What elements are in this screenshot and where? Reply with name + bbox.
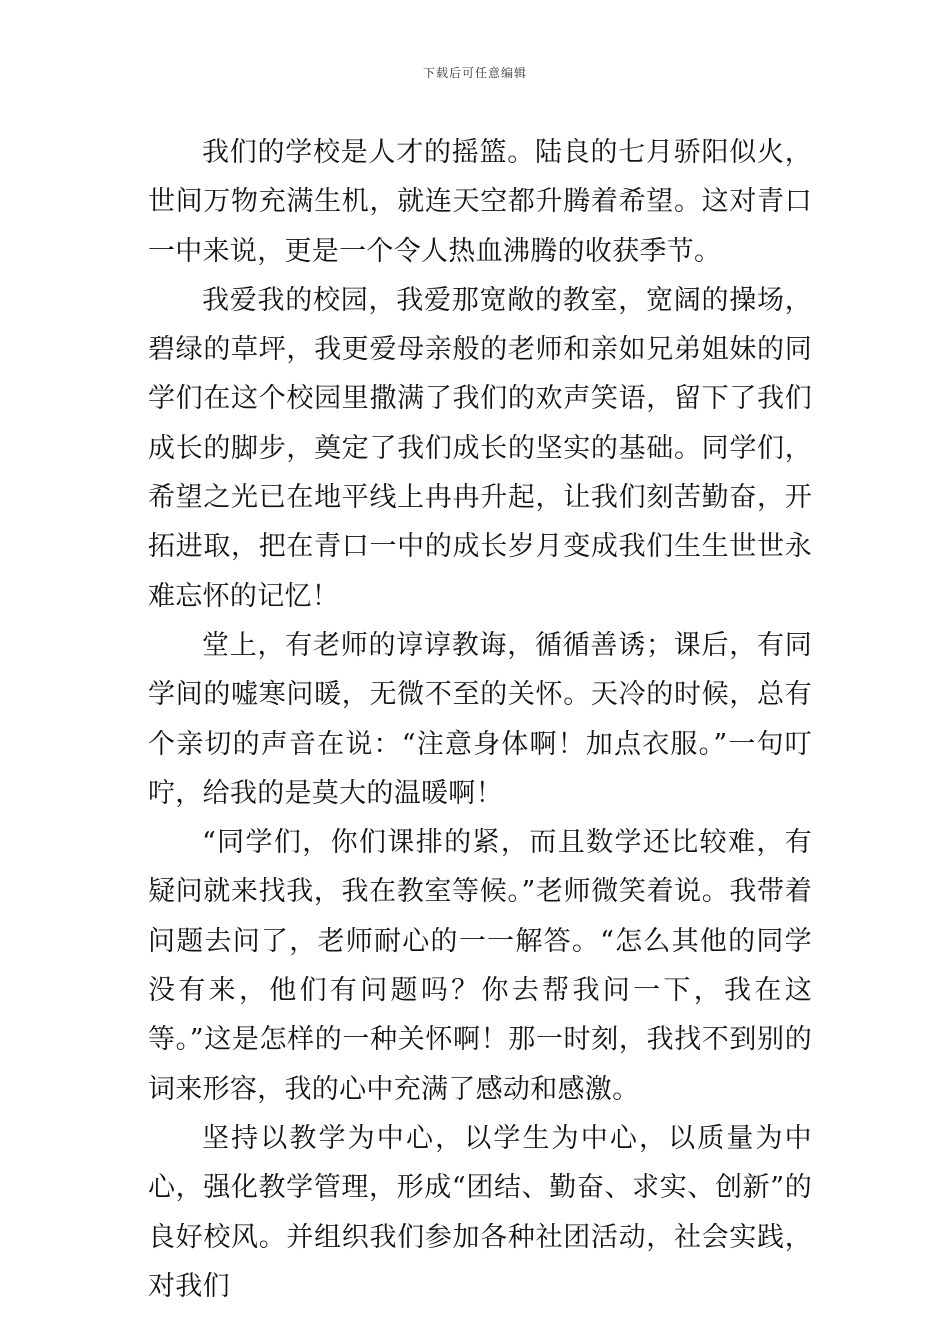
paragraph-love-campus: 我爱我的校园，我爱那宽敞的教室，宽阔的操场，碧绿的草坪，我更爱母亲般的老师和亲如兄弟姐妹的同学们在这个校园里撒满了我们的欢声笑语，留下了我们成长的脚步，奠定了我们成长的坚实的基础。同学们，希望之光已在地平线上冉冉升起，让我们刻苦勤奋，开拓进取，把在青口一中的成长岁月变成我们生生世世永难忘怀的记忆！ xyxy=(148,284,812,612)
paragraph-teaching-center: 坚持以教学为中心，以学生为中心，以质量为中心，强化教学管理，形成“团结、勤奋、求实、创新”的良好校风。并组织我们参加各种社团活动，社会实践，对我们 xyxy=(148,1122,812,1302)
page-header: 下载后可任意编辑 xyxy=(422,66,527,80)
paragraph-school-cradle: 我们的学校是人才的摇篮。陆良的七月骄阳似火，世间万物充满生机，就连天空都升腾着希望。这对青口一中来说，更是一个令人热血沸腾的收获季节。 xyxy=(148,137,812,267)
paragraph-teacher-dialogue: “同学们，你们课排的紧，而且数学还比较难，有疑问就来找我，我在教室等候。”老师微笑着说。我带着问题去问了，老师耐心的一一解答。“怎么其他的同学没有来，他们有问题吗？你去帮我问一下，我在这等。”这是怎样的一种关怀啊！那一时刻，我找不到别的词来形容，我的心中充满了感动和感激。 xyxy=(148,827,812,1105)
document-body xyxy=(148,128,812,1311)
paragraph-teacher-care: 堂上，有老师的谆谆教诲，循循善诱；课后，有同学间的嘘寒问暖，无微不至的关怀。天冷的时候，总有个亲切的声音在说：“注意身体啊！加点衣服。”一句叮咛，给我的是莫大的温暖啊！ xyxy=(148,629,812,809)
